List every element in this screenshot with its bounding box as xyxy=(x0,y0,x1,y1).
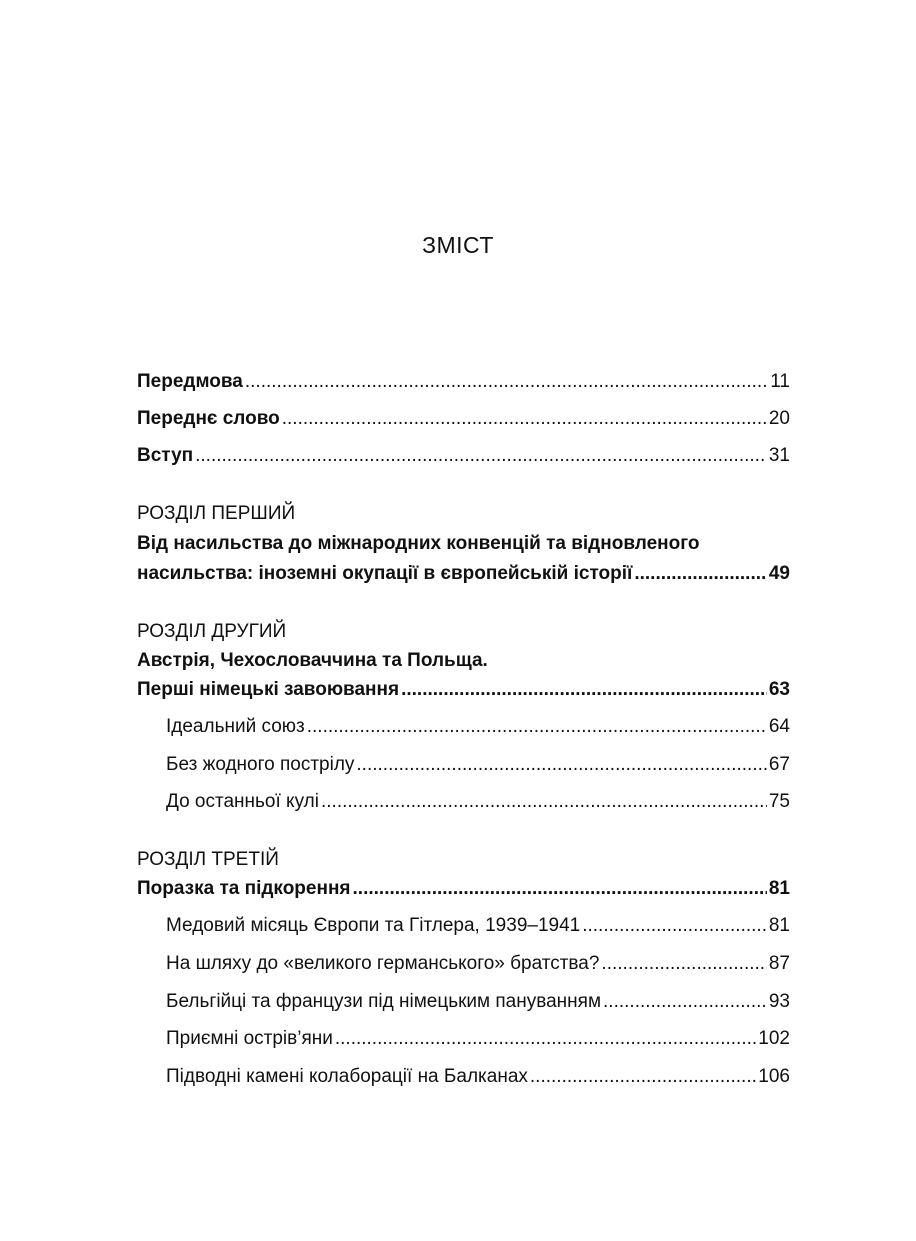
leader-dots xyxy=(603,989,767,1015)
toc-entry-label: Ідеальний союз xyxy=(166,716,305,737)
leader-dots xyxy=(195,443,767,469)
toc-entry-page: 87 xyxy=(768,953,790,974)
leader-dots xyxy=(356,752,766,778)
toc-entry-page: 11 xyxy=(770,371,790,392)
part-title-line[interactable]: Австрія, Чехословаччина та Польща. xyxy=(137,650,488,671)
page-title: ЗМІСТ xyxy=(422,232,494,258)
toc-entry-part1[interactable] xyxy=(137,561,790,587)
leader-dots xyxy=(401,677,767,703)
toc-entry-label: Медовий місяць Європи та Гітлера, 1939–1941 xyxy=(166,915,581,936)
toc-subentry[interactable] xyxy=(166,789,790,815)
part-heading: РОЗДІЛ ПЕРШИЙ xyxy=(137,503,296,524)
toc-entry-label: До останньої кулі xyxy=(166,791,319,812)
toc-subentry[interactable] xyxy=(166,913,790,939)
leader-dots xyxy=(601,951,766,977)
toc-entry-page: 20 xyxy=(768,408,790,429)
leader-dots xyxy=(582,913,767,939)
toc-subentry[interactable] xyxy=(166,714,790,740)
toc-subentry[interactable] xyxy=(166,1064,790,1090)
toc-entry-page: 81 xyxy=(768,915,790,936)
toc-entry-label: Підводні камені колаборації на Балканах xyxy=(166,1066,528,1087)
toc-entry-label: насильства: іноземні окупації в європейській історії xyxy=(137,563,633,584)
toc-subentry[interactable] xyxy=(166,752,790,778)
toc-entry-label: Поразка та підкорення xyxy=(137,878,351,899)
toc-entry-label: Приємні острів’яни xyxy=(166,1028,333,1049)
part-heading: РОЗДІЛ ТРЕТІЙ xyxy=(137,849,279,870)
toc-subentry[interactable] xyxy=(166,1026,790,1052)
toc-entry-page: 81 xyxy=(768,878,790,899)
leader-dots xyxy=(634,561,767,587)
leader-dots xyxy=(307,714,767,740)
toc-entry-foreword[interactable] xyxy=(137,369,790,395)
toc-entry-page: 106 xyxy=(758,1066,790,1087)
toc-entry-page: 102 xyxy=(758,1028,790,1049)
toc-entry-label: На шляху до «великого германського» братства? xyxy=(166,953,600,974)
toc-entry-part3[interactable] xyxy=(137,876,790,902)
toc-entry-label: Передмова xyxy=(137,371,243,392)
toc-entry-label: Без жодного пострілу xyxy=(166,754,355,775)
toc-subentry[interactable] xyxy=(166,951,790,977)
toc-entry-page: 49 xyxy=(768,563,790,584)
leader-dots xyxy=(321,789,767,815)
leader-dots xyxy=(282,406,767,432)
part-title-line[interactable]: Від насильства до міжнародних конвенцій та відновленого xyxy=(137,533,700,554)
leader-dots xyxy=(353,876,767,902)
toc-entry-label: Вступ xyxy=(137,445,194,466)
leader-dots xyxy=(245,369,768,395)
leader-dots xyxy=(335,1026,756,1052)
toc-entry-label: Переднє слово xyxy=(137,408,280,429)
toc-entry-label: Перші німецькі завоювання xyxy=(137,679,400,700)
toc-entry-preface[interactable] xyxy=(137,406,790,432)
toc-entry-page: 63 xyxy=(768,679,790,700)
toc-entry-page: 64 xyxy=(768,716,790,737)
toc-entry-part2[interactable] xyxy=(137,677,790,703)
toc-entry-page: 93 xyxy=(768,991,790,1012)
toc-entry-label: Бельгійці та французи під німецьким пануванням xyxy=(166,991,602,1012)
toc-entry-page: 31 xyxy=(768,445,790,466)
part-heading: РОЗДІЛ ДРУГИЙ xyxy=(137,621,287,642)
toc-entry-page: 67 xyxy=(768,754,790,775)
toc-entry-page: 75 xyxy=(768,791,790,812)
toc-entry-introduction[interactable] xyxy=(137,443,790,469)
leader-dots xyxy=(530,1064,756,1090)
toc-subentry[interactable] xyxy=(166,989,790,1015)
